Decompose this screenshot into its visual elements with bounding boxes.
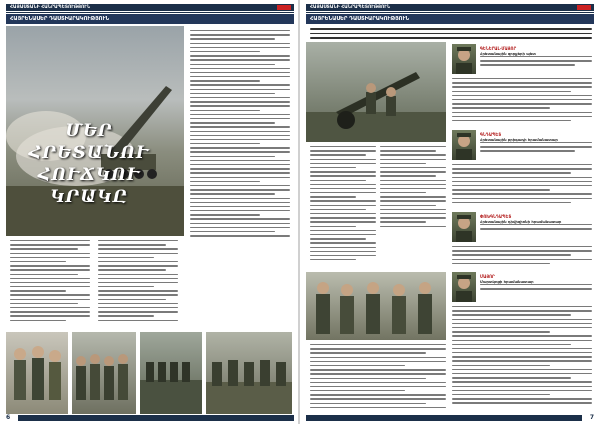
- officer-portrait-icon: [452, 130, 476, 160]
- formation-photo: [140, 332, 202, 414]
- header-strip-text-right: ՀԱՅԱՍՏԱՆԻ ՀԱՆՐԱՊԵՏՈՒԹՅՈՒՆ: [310, 5, 391, 10]
- profile-rank: Մարտկոցի հրամանատար: [480, 279, 534, 284]
- footer-bar: [18, 415, 294, 421]
- right-text-column-2: [380, 146, 446, 230]
- photo-soldiers: [72, 332, 136, 414]
- photo-officers-meeting: [306, 272, 446, 340]
- top-rule-right: [306, 12, 594, 13]
- top-rule: [6, 12, 294, 13]
- section-header: ՀԱՅՐԵՆԱՍԵՐ ԴԱՍՏԻԱՐԱԿՈՒԹՅՈՒՆ: [6, 14, 294, 24]
- top-strip: [6, 4, 294, 11]
- profile-title: ՄԱՅՈՐ: [480, 274, 495, 279]
- soldiers-photo: [72, 332, 136, 414]
- profile-text-2: [452, 164, 592, 206]
- portrait-2: [452, 130, 476, 160]
- text-column-2: [98, 240, 178, 324]
- profile-text-4: [452, 306, 592, 407]
- profile-rank: Հրետանային բրիգադի հրամանատար: [480, 137, 558, 142]
- photo-group: [206, 332, 292, 414]
- portrait-1: [452, 44, 476, 74]
- section-header-right: ՀԱՅՐԵՆԱՍԵՐ ԴԱՍՏԻԱՐԱԿՈՒԹՅՈՒՆ: [306, 14, 594, 24]
- profile-title: ԳԵՆԵՐԱԼ-ՄԱՅՈՐ: [480, 46, 517, 51]
- intro-paragraph: [310, 28, 592, 42]
- profile-block-1: [480, 46, 592, 69]
- strip-marker-right: [577, 5, 591, 10]
- profile-rank: Հրետանային դիվիզիոնի հրամանատար: [480, 219, 562, 224]
- photo-ceremony: [6, 332, 68, 414]
- artillery-photo: [306, 42, 446, 142]
- profile-title: ՓՈԽԳՆԴԱՊԵՏ: [480, 214, 512, 219]
- title-line-1: ՄԵՐ: [65, 121, 113, 141]
- profile-text-3: [452, 246, 592, 267]
- officer-portrait-icon: [452, 272, 476, 302]
- title-line-2: ՀՐԵՏԱՆՈՒ: [28, 143, 150, 163]
- top-strip-right: [306, 4, 594, 11]
- profile-rank: Հրետանային զորքերի պետ: [480, 51, 536, 56]
- photo-formation: [140, 332, 202, 414]
- officer-portrait-icon: [452, 44, 476, 74]
- profile-block-3: [480, 214, 592, 232]
- right-page: [300, 0, 600, 424]
- article-title: [14, 120, 164, 208]
- officer-portrait-icon: [452, 212, 476, 242]
- footer-bar-right: [306, 415, 582, 421]
- officers-photo: [6, 332, 68, 414]
- profile-block-2: [480, 132, 592, 155]
- profile-block-4: [480, 274, 592, 292]
- page-number-left: 6: [6, 414, 11, 421]
- page-number-right: 7: [589, 414, 594, 421]
- text-column-1: [10, 240, 90, 324]
- text-column-right-top: [190, 30, 290, 239]
- meeting-photo: [306, 272, 446, 340]
- portrait-3: [452, 212, 476, 242]
- right-text-bottom: [310, 344, 446, 411]
- profile-text-1: [452, 78, 592, 124]
- strip-marker: [277, 5, 291, 10]
- right-text-column-1: [310, 146, 376, 263]
- photo-artillery-gun: [306, 42, 446, 142]
- profile-title: ԳՆԴԱՊԵՏ: [480, 132, 502, 137]
- header-strip-text: ՀԱՅԱՍՏԱՆԻ ՀԱՆՐԱՊԵՏՈՒԹՅՈՒՆ: [10, 5, 91, 10]
- portrait-4: [452, 272, 476, 302]
- group-photo: [206, 332, 292, 414]
- title-line-3: ՀՈՒՃԿՈՒ ԿՐԱԿԸ: [37, 165, 141, 207]
